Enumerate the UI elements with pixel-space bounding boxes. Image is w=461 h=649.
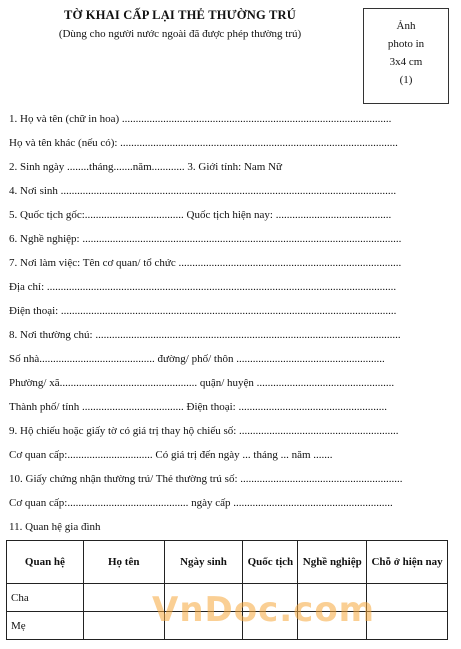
table-cell[interactable]: [298, 612, 367, 640]
table-cell[interactable]: [367, 612, 448, 640]
card-issuer-field[interactable]: Cơ quan cấp:............................................ ngày cấp ..........................................................: [9, 497, 393, 509]
ward-district-field[interactable]: Phường/ xã.................................................. quận/ huyện ..................................................: [9, 377, 395, 389]
birthplace-field[interactable]: 4. Nơi sinh ..........................................................................................................................: [9, 185, 397, 197]
city-phone-field[interactable]: Thành phố/ tỉnh ..................................... Điện thoại: ......................................................: [9, 401, 387, 413]
form-subtitle: (Dùng cho người nước ngoài đã được phép thường trú): [58, 28, 302, 40]
table-cell[interactable]: [243, 612, 298, 640]
row-label-father: Cha: [7, 584, 84, 612]
table-row: [7, 584, 448, 612]
house-street-field[interactable]: Số nhà.......................................... đường/ phố/ thôn ......................................................: [9, 353, 385, 365]
passport-issuer-field[interactable]: Cơ quan cấp:............................... Có giá trị đến ngày ... tháng ... năm .......: [9, 449, 333, 461]
photo-label-1: Ảnh: [396, 20, 416, 32]
other-name-field[interactable]: Họ và tên khác (nếu có): .....................................................................................................: [9, 137, 398, 149]
residence-card-field[interactable]: 10. Giấy chứng nhận thường trú/ Thẻ thường trú số: ...........................................................: [9, 473, 403, 485]
row-label-mother: Mẹ: [7, 612, 84, 640]
occupation-field[interactable]: 6. Nghề nghiệp: ....................................................................................................................: [9, 233, 402, 245]
table-cell[interactable]: [164, 584, 243, 612]
passport-field[interactable]: 9. Hộ chiếu hoặc giấy tờ có giá trị thay hộ chiếu số: ..........................................................: [9, 425, 399, 437]
table-cell[interactable]: [83, 584, 164, 612]
table-row: [7, 612, 448, 640]
table-cell[interactable]: [164, 612, 243, 640]
birth-gender-field[interactable]: 2. Sinh ngày ........tháng.......năm............ 3. Giới tính: Nam Nữ: [9, 161, 283, 173]
watermark-logo: VnDoc.com: [152, 590, 376, 630]
full-name-field[interactable]: 1. Họ và tên (chữ in hoa) ..................................................................................................: [9, 113, 392, 125]
table-header-row: [7, 541, 448, 584]
table-cell[interactable]: [83, 612, 164, 640]
workplace-field[interactable]: 7. Nơi làm việc: Tên cơ quan/ tổ chức .................................................................................: [9, 257, 402, 269]
work-address-field[interactable]: Địa chỉ: ...............................................................................................................................: [9, 281, 397, 293]
work-phone-field[interactable]: Điện thoại: ..........................................................................................................................: [9, 305, 397, 317]
table-cell[interactable]: [243, 584, 298, 612]
residence-field[interactable]: 8. Nơi thường chú: ...............................................................................................................: [9, 329, 401, 341]
col-name: Họ tên: [83, 541, 164, 584]
photo-label-2: photo in: [387, 38, 425, 50]
photo-box: [363, 8, 449, 104]
form-title: TỜ KHAI CẤP LẠI THẺ THƯỜNG TRÚ: [64, 8, 296, 22]
table-cell[interactable]: [367, 584, 448, 612]
photo-label-4: (1): [399, 74, 413, 86]
col-nationality: Quốc tịch: [243, 541, 298, 584]
nationality-field[interactable]: 5. Quốc tịch gốc:.................................... Quốc tịch hiện nay: ..........................................: [9, 209, 392, 221]
col-birthdate: Ngày sinh: [164, 541, 243, 584]
col-address: Chỗ ở hiện nay: [367, 541, 448, 584]
photo-label-3: 3x4 cm: [389, 56, 423, 68]
col-occupation: Nghề nghiệp: [298, 541, 367, 584]
family-table: [6, 540, 448, 640]
table-cell[interactable]: [298, 584, 367, 612]
col-relationship: Quan hệ: [7, 541, 84, 584]
family-section-label: 11. Quan hệ gia đình: [9, 521, 101, 533]
